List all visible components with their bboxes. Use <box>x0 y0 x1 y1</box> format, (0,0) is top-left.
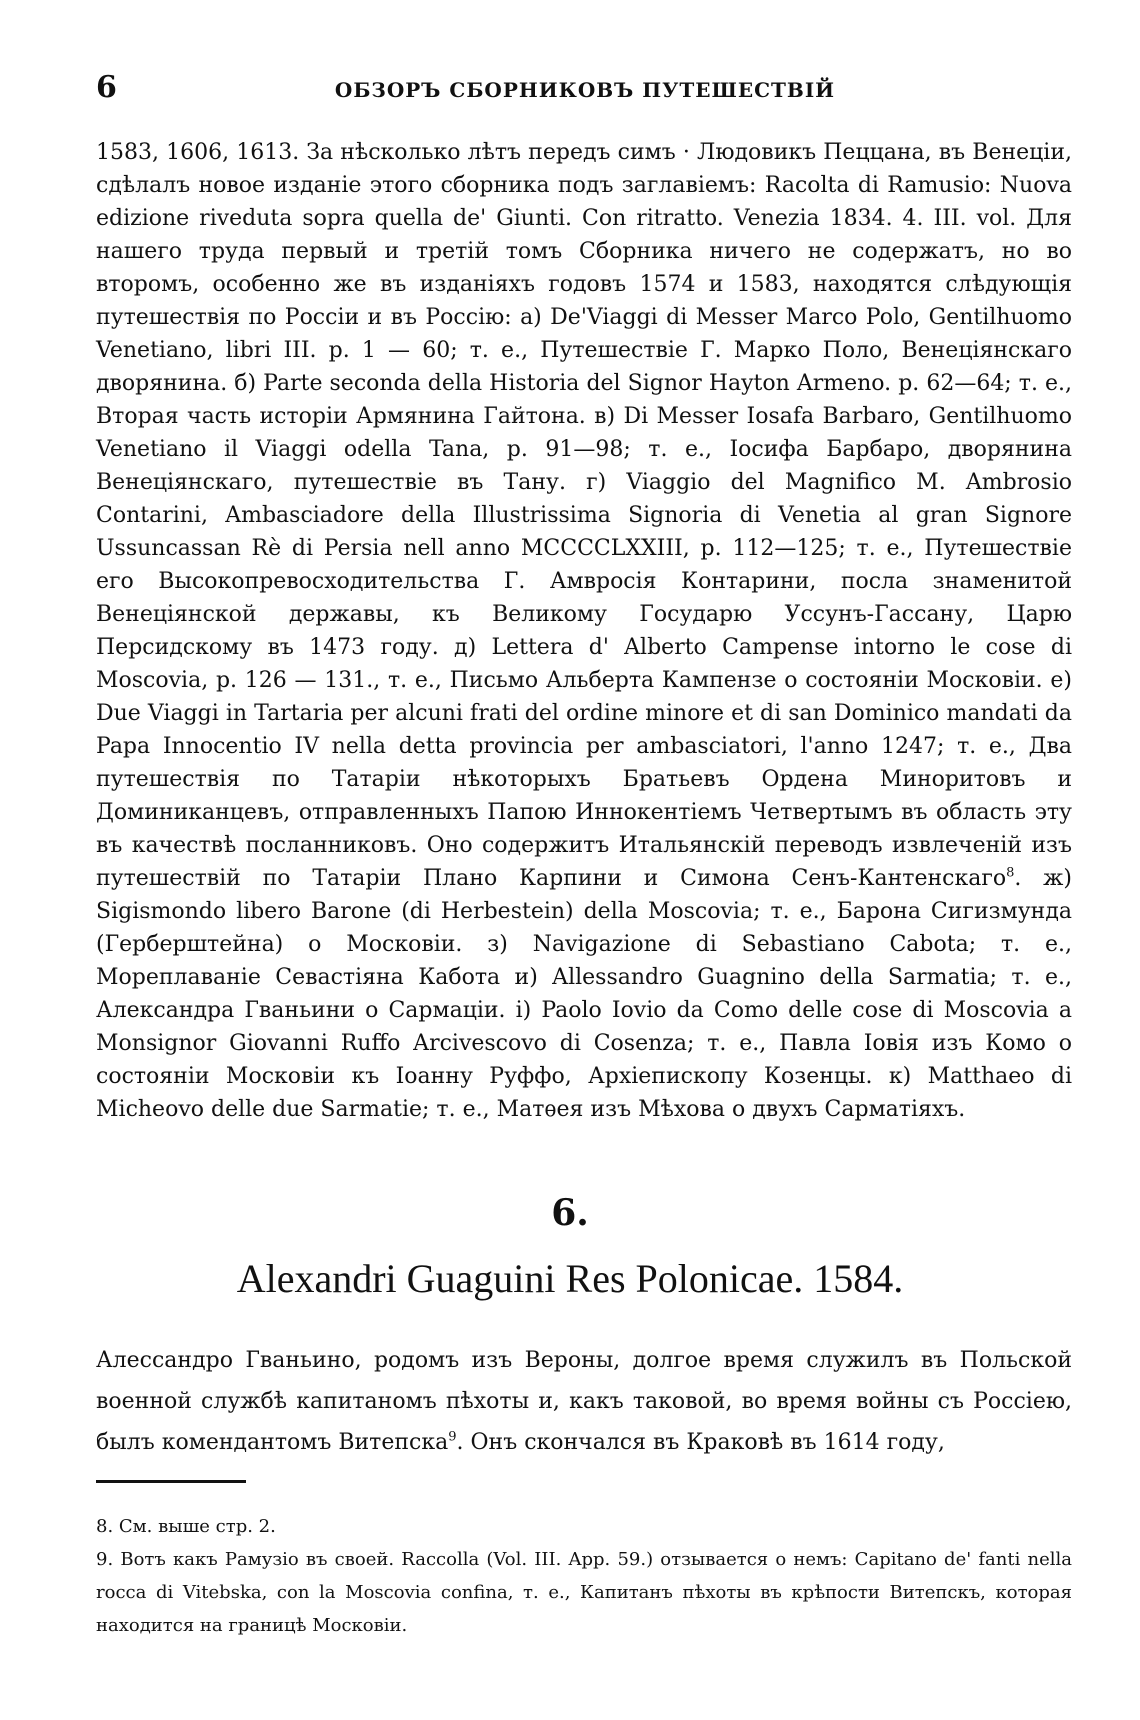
intro-text-cont: . Онъ скончался въ Краковѣ въ 1614 году, <box>456 1430 945 1455</box>
body-text <box>96 136 1072 1126</box>
paragraph-text: 1583, 1606, 1613. За нѣсколько лѣтъ передъ симъ · Людовикъ Пеццана, въ Венеціи, сдѣлалъ новое изданіе этого сборника подъ заглавіемъ: Racolta di Ramusio: Nuova edizione riveduta sopra quella de' Giunti. Con ritratto. Venezia 1834. 4. III. vol. Для нашего труда первый и третій томъ Сборника ничего не содержатъ, но во второмъ, особенно же въ изданіяхъ годовъ 1574 и 1583, находятся слѣдующія путешествія по Россіи и въ Россію: а) De'Viaggi di Messer Marco Polo, Gentilhuomo Venetiano, libri III. p. 1 — 60; т. е., Путешествіе Г. Марко Поло, Венеціянскаго дворянина. б) Parte seconda della Historia del Signor Hayton Armeno. p. 62—64; т. е., Вторая часть исторіи Армянина Гайтона. в) Di Messer Iosafa Barbaro, Gentilhuomo Venetiano il Viaggi odella Tana, p. 91—98; т. е., Іосифа Барбаро, дворянина Венеціянскаго, путешествіе въ Тану. г) Viaggio del Magnifico M. Ambrosio Contarini, Ambasciadore della Illustrissima Signoria di Venetia al gran Signore Ussuncassan Rè di Persia nell anno MCCCCLXXIII, p. 112—125; т. е., Путешествіе его Высокопревосходительства Г. Амвросія Контарини, посла знаменитой Венеціянской державы, къ Великому Государю Уссунъ-Гассану, Царю Персидскому въ 1473 году. д) Lettera d' Alberto Campense intorno le cose di Moscovia, p. 126 — 131., т. е., Письмо Альберта Кампензе о состояніи Московіи. е) Due Viaggi in Tartaria per alcuni frati del ordine minore et di san Dominico mandati da Papa Innocentio IV nella detta provincia per ambasciatori, l'anno 1247; т. е., Два путешествія по Татаріи нѣкоторыхъ Братьевъ Ордена Миноритовъ и Доминиканцевъ, отправленныхъ Папою Иннокентіемъ Четвертымъ въ область эту въ качествѣ посланниковъ. Оно содержитъ Итальянскій переводъ извлеченій изъ путешествій по Татаріи Плано Карпини и Симона Сенъ-Кантенскаго <box>96 140 1072 891</box>
running-head <box>96 70 1074 110</box>
page-number: 6 <box>96 70 117 105</box>
footnote-8: 8. См. выше стр. 2. <box>96 1516 276 1537</box>
footnote-9: 9. Вотъ какъ Рамузіо въ своей. Raccolla (Vol. III. App. 59.) отзывается о немъ: Capitano de' fanti nella rocca di Vitebska, con la Moscovia confina, т. е., Капитанъ пѣхоты въ крѣпости Витепскъ, которая находится на границѣ Московіи. <box>96 1549 1072 1636</box>
footnote-divider <box>96 1480 246 1483</box>
section-title: Alexandri Guaguini Res Polonicae. 1584. <box>236 1256 904 1301</box>
paragraph-text-cont: . ж) Sigismondo libero Barone (di Herbestein) della Moscovia; т. е., Барона Сигизмунда (Герберштейна) о Московіи. з) Navigazione di Sebastiano Cabota; т. е., Мореплаваніе Севастіяна Кабота и) Allessandro Guagnino della Sarmatia; т. е., Александра Гваньини о Сармаціи. і) Paolo Iovio da Como delle cose di Moscovia a Monsignor Giovanni Ruffo Arcivescovo di Cosenza; т. е., Павла Іовія изъ Комо о состояніи Московіи къ Іоанну Руффо, Архіепископу Козенцы. к) Matthaeo di Micheovo delle due Sarmatie; т. е., Матѳея изъ Мѣхова о двухъ Сарматіяхъ. <box>96 866 1072 1122</box>
section-number: 6. <box>551 1192 589 1234</box>
footnote-ref-8: 8 <box>1006 865 1015 881</box>
running-title: ОБЗОРЪ СБОРНИКОВЪ ПУТЕШЕСТВІЙ <box>334 78 836 102</box>
intro-text: Алессандро Гваньино, родомъ изъ Вероны, долгое время служилъ въ Польской военной службѣ капитаномъ пѣхоты и, какъ таковой, во время войны съ Россіею, былъ комендантомъ Витепска <box>96 1348 1072 1455</box>
footnotes <box>96 1510 1072 1642</box>
footnote-ref-9: 9 <box>448 1429 457 1445</box>
body-paragraph <box>96 136 1072 1126</box>
intro-paragraph <box>96 1340 1072 1463</box>
section-intro <box>96 1340 1072 1463</box>
